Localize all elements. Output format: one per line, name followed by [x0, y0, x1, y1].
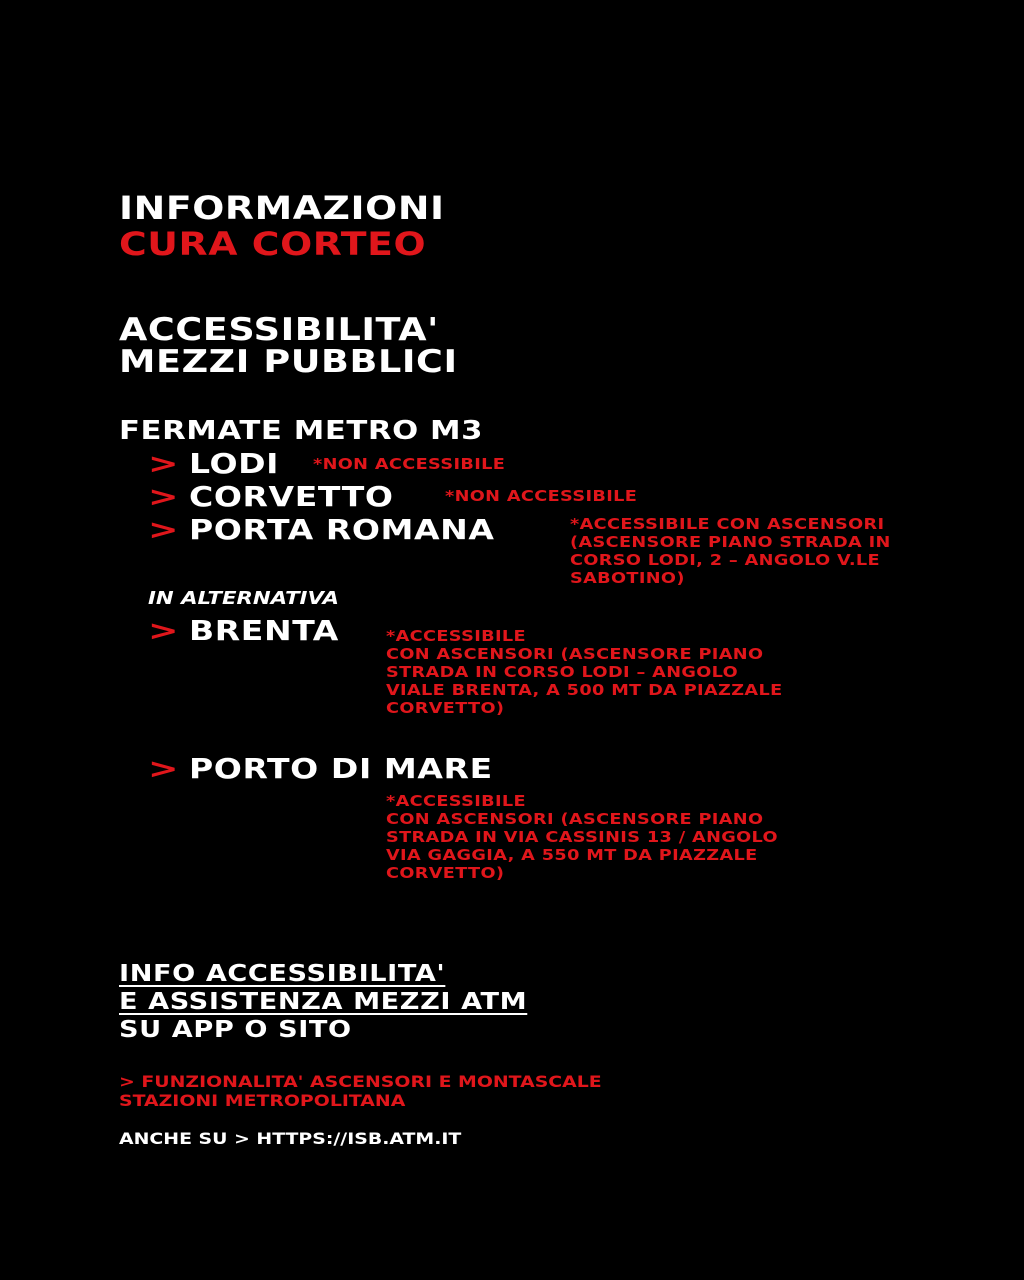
- note-line: CORVETTO): [386, 864, 505, 882]
- stop-note-corvetto: *NON ACCESSIBILE: [445, 487, 638, 505]
- note-line: CON ASCENSORI (ASCENSORE PIANO: [386, 810, 764, 828]
- title-line-1: INFORMAZIONI: [119, 189, 445, 227]
- feature-line-2: STAZIONI METROPOLITANA: [119, 1091, 406, 1110]
- stop-name-porto-di-mare: PORTO DI MARE: [189, 752, 493, 785]
- note-line: (ASCENSORE PIANO STRADA IN: [570, 533, 891, 551]
- accessibility-heading-line-1: ACCESSIBILITA': [119, 312, 439, 348]
- note-line: CON ASCENSORI (ASCENSORE PIANO: [386, 645, 764, 663]
- alternative-label: IN ALTERNATIVA: [148, 588, 339, 609]
- info-line-1[interactable]: INFO ACCESSIBILITA': [119, 961, 446, 987]
- note-line: STRADA IN CORSO LODI – ANGOLO: [386, 663, 739, 681]
- note-line: *ACCESSIBILE: [386, 792, 527, 810]
- info-line-3: SU APP O SITO: [119, 1017, 352, 1043]
- atm-link[interactable]: ANCHE SU > HTTPS://ISB.ATM.IT: [119, 1129, 462, 1148]
- title-line-2: CURA CORTEO: [119, 225, 427, 263]
- stop-note-brenta: [386, 627, 783, 717]
- stop-name-brenta: BRENTA: [189, 614, 339, 647]
- stop-note-porto-di-mare: [386, 792, 778, 882]
- stop-name-lodi: LODI: [189, 447, 280, 480]
- arrow-icon: >: [148, 614, 179, 647]
- note-line: CORVETTO): [386, 699, 505, 717]
- metro-heading: FERMATE METRO M3: [119, 416, 484, 446]
- note-line: SABOTINO): [570, 569, 685, 587]
- feature-line-1: > FUNZIONALITA' ASCENSORI E MONTASCALE: [119, 1072, 602, 1091]
- arrow-icon: >: [148, 447, 179, 480]
- note-line: VIALE BRENTA, A 500 MT DA PIAZZALE: [386, 681, 783, 699]
- note-line: VIA GAGGIA, A 550 MT DA PIAZZALE: [386, 846, 758, 864]
- note-line: CORSO LODI, 2 – ANGOLO V.LE: [570, 551, 880, 569]
- info-line-2[interactable]: E ASSISTENZA MEZZI ATM: [119, 989, 528, 1015]
- note-line: STRADA IN VIA CASSINIS 13 / ANGOLO: [386, 828, 778, 846]
- stop-note-porta-romana: [570, 515, 891, 587]
- arrow-icon: >: [148, 513, 179, 546]
- stop-name-porta-romana: PORTA ROMANA: [189, 513, 495, 546]
- stop-note-lodi: *NON ACCESSIBILE: [313, 455, 506, 473]
- accessibility-heading-line-2: MEZZI PUBBLICI: [119, 344, 458, 380]
- arrow-icon: >: [148, 752, 179, 785]
- note-line: *ACCESSIBILE CON ASCENSORI: [570, 515, 885, 533]
- arrow-icon: >: [148, 480, 179, 513]
- stop-name-corvetto: CORVETTO: [189, 480, 394, 513]
- note-line: *ACCESSIBILE: [386, 627, 527, 645]
